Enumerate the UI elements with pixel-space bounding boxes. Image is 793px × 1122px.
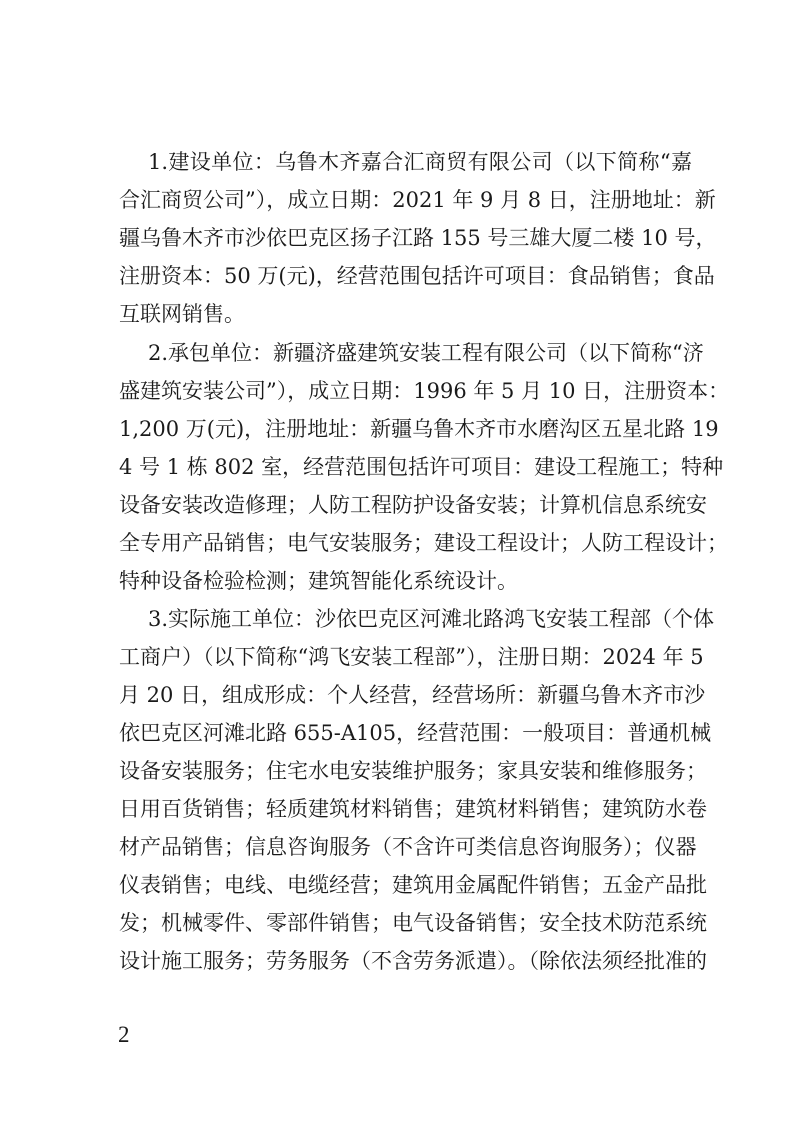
paragraph-2-line-3: 1,200 万(元)，注册地址：新疆乌鲁木齐市水磨沟区五星北路 19 <box>119 417 719 441</box>
paragraph-2-line-7: 特种设备检验检测；建筑智能化系统设计。 <box>119 569 518 593</box>
paragraph-2-line-1: 2.承包单位：新疆济盛建筑安装工程有限公司（以下简称“济 <box>148 341 704 365</box>
paragraph-2-line-6: 全专用产品销售；电气安装服务；建设工程设计；人防工程设计； <box>119 531 728 555</box>
paragraph-1-line-1: 1.建设单位：乌鲁木齐嘉合汇商贸有限公司（以下简称“嘉 <box>148 150 692 174</box>
paragraph-1-line-2: 合汇商贸公司”），成立日期：2021 年 9 月 8 日，注册地址：新 <box>119 188 716 212</box>
paragraph-3-line-7: 材产品销售；信息咨询服务（不含许可类信息咨询服务）；仪器 <box>119 835 697 859</box>
paragraph-1-line-4: 注册资本：50 万(元)，经营范围包括许可项目：食品销售；食品 <box>119 264 715 288</box>
paragraph-3-line-5: 设备安装服务；住宅水电安装维护服务；家具安装和维修服务； <box>119 759 707 783</box>
paragraph-1-line-5: 互联网销售。 <box>119 302 245 326</box>
page-number: 2 <box>118 1022 130 1047</box>
paragraph-2-line-4: 4 号 1 栋 802 室，经营范围包括许可项目：建设工程施工；特种 <box>119 455 724 479</box>
paragraph-3-line-9: 发；机械零件、零部件销售；电气设备销售；安全技术防范系统 <box>119 911 707 935</box>
paragraph-3-line-8: 仪表销售；电线、电缆经营；建筑用金属配件销售；五金产品批 <box>119 873 707 897</box>
paragraph-3-line-2: 工商户）（以下简称“鸿飞安装工程部”），注册日期：2024 年 5 <box>119 645 704 669</box>
paragraph-3-line-1: 3.实际施工单位：沙依巴克区河滩北路鸿飞安装工程部（个体 <box>148 607 715 631</box>
paragraph-3-line-4: 依巴克区河滩北路 655-A105，经营范围：一般项目：普通机械 <box>119 721 712 745</box>
paragraph-3-line-6: 日用百货销售；轻质建筑材料销售；建筑材料销售；建筑防水卷 <box>119 797 707 821</box>
paragraph-1-line-3: 疆乌鲁木齐市沙依巴克区扬子江路 155 号三雄大厦二楼 10 号， <box>119 226 717 250</box>
paragraph-3-line-3: 月 20 日，组成形成：个人经营，经营场所：新疆乌鲁木齐市沙 <box>119 683 706 707</box>
paragraph-2-line-2: 盛建筑安装公司”），成立日期：1996 年 5 月 10 日，注册资本： <box>119 379 730 403</box>
paragraph-3-line-10: 设计施工服务；劳务服务（不含劳务派遣）。（除依法须经批准的 <box>119 949 707 973</box>
paragraph-2-line-5: 设备安装改造修理；人防工程防护设备安装；计算机信息系统安 <box>119 493 707 517</box>
